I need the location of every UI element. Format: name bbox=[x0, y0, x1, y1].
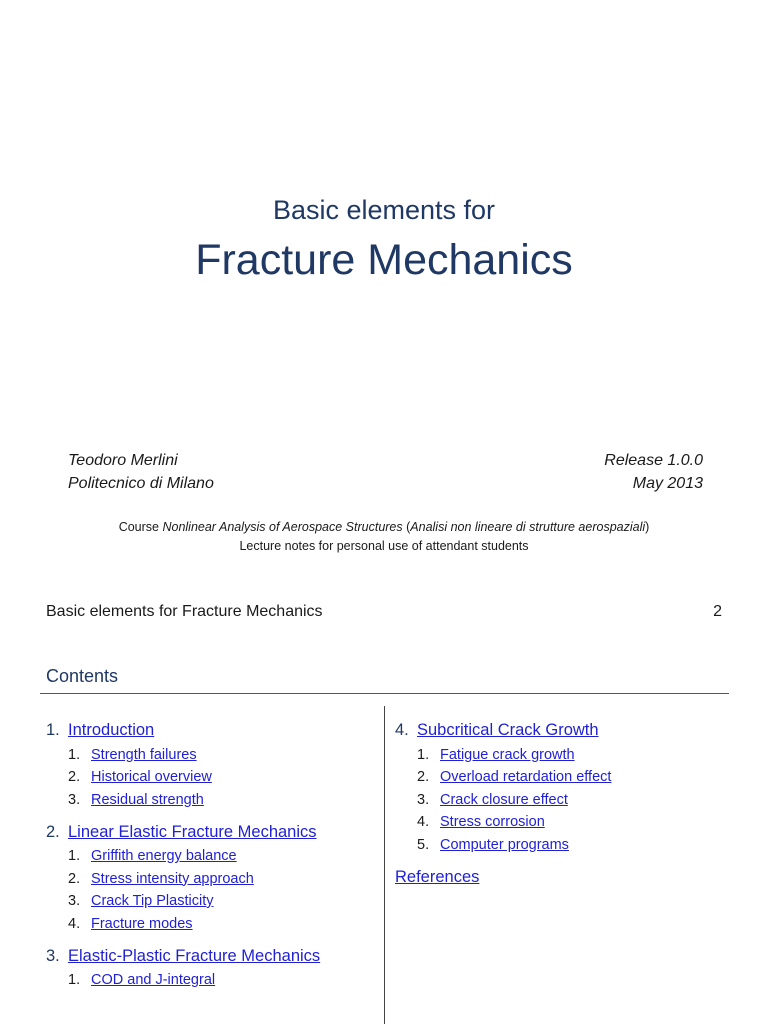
toc-section: 4. Subcritical Crack Growth bbox=[395, 721, 599, 739]
toc-subsection: 3. Residual strength bbox=[68, 791, 204, 808]
toc-link-crack-closure[interactable]: Crack closure effect bbox=[440, 791, 568, 808]
cover-title: Fracture Mechanics bbox=[195, 236, 573, 284]
toc-right-column bbox=[395, 714, 611, 887]
toc-subsection: 1. Fatigue crack growth bbox=[417, 746, 575, 763]
toc-link-introduction[interactable]: Introduction bbox=[68, 721, 155, 739]
course-info bbox=[0, 518, 768, 556]
cover-subtitle: Basic elements for bbox=[272, 195, 496, 225]
contents-heading: Contents bbox=[46, 666, 119, 686]
contents-divider bbox=[40, 693, 729, 694]
course-note: Lecture notes for personal use of attendant students bbox=[239, 539, 529, 553]
toc-link-fatigue[interactable]: Fatigue crack growth bbox=[440, 746, 575, 763]
page-number: 2 bbox=[713, 603, 722, 620]
toc-left-column bbox=[46, 714, 320, 988]
course-line: Course Nonlinear Analysis of Aerospace Structures (Analisi non lineare di strutture aerospaziali) bbox=[118, 520, 650, 534]
toc-subsection: 2. Historical overview bbox=[68, 769, 212, 785]
toc-subsection: 3. Crack closure effect bbox=[417, 791, 568, 808]
toc-link-epfm[interactable]: Elastic-Plastic Fracture Mechanics bbox=[68, 946, 321, 965]
toc-references bbox=[395, 861, 611, 887]
author-name: Teodoro Merlini bbox=[68, 452, 178, 469]
toc-section: 1. Introduction bbox=[46, 721, 155, 739]
toc-subsection: 1. Griffith energy balance bbox=[68, 848, 237, 864]
toc-link-cod-j-integral[interactable]: COD and J-integral bbox=[91, 972, 216, 988]
toc-subsection: 2. Overload retardation effect bbox=[417, 769, 612, 785]
toc-link-stress-intensity[interactable]: Stress intensity approach bbox=[91, 870, 254, 887]
header-title: Basic elements for Fracture Mechanics bbox=[46, 603, 323, 620]
toc-subsection: 5. Computer programs bbox=[417, 836, 569, 853]
toc-subsection: 2. Stress intensity approach bbox=[68, 870, 254, 887]
toc-subsection: 3. Crack Tip Plasticity bbox=[68, 893, 214, 909]
release-date: May 2013 bbox=[632, 475, 703, 492]
toc-subsection: 1. Strength failures bbox=[68, 746, 197, 763]
column-divider bbox=[384, 706, 385, 1024]
course-name: Nonlinear Analysis of Aerospace Structures bbox=[162, 520, 403, 534]
toc-section: 3. Elastic-Plastic Fracture Mechanics bbox=[46, 946, 321, 965]
toc-link-subcritical[interactable]: Subcritical Crack Growth bbox=[417, 721, 599, 739]
author-affiliation: Politecnico di Milano bbox=[68, 475, 214, 492]
course-name-italian: Analisi non lineare di strutture aerospaziali bbox=[410, 520, 646, 534]
toc-subsection: 4. Fracture modes bbox=[68, 915, 193, 932]
author-block bbox=[68, 449, 214, 495]
toc-link-overload[interactable]: Overload retardation effect bbox=[440, 769, 612, 785]
toc-link-historical-overview[interactable]: Historical overview bbox=[91, 769, 212, 785]
toc-link-lefm[interactable]: Linear Elastic Fracture Mechanics bbox=[68, 822, 317, 841]
toc-subsection: 1. COD and J-integral bbox=[68, 972, 216, 988]
toc-link-stress-corrosion[interactable]: Stress corrosion bbox=[440, 814, 545, 830]
page-header bbox=[46, 603, 722, 621]
toc-link-residual-strength[interactable]: Residual strength bbox=[91, 791, 204, 808]
toc-link-griffith[interactable]: Griffith energy balance bbox=[91, 848, 237, 864]
toc-section: 2. Linear Elastic Fracture Mechanics bbox=[46, 822, 317, 841]
release-version: Release 1.0.0 bbox=[604, 452, 703, 469]
toc-link-references[interactable]: References bbox=[395, 867, 480, 886]
toc-link-crack-tip-plasticity[interactable]: Crack Tip Plasticity bbox=[91, 893, 214, 909]
toc-link-strength-failures[interactable]: Strength failures bbox=[91, 746, 197, 763]
release-block bbox=[604, 449, 703, 495]
toc-link-fracture-modes[interactable]: Fracture modes bbox=[91, 915, 193, 932]
toc-subsection: 4. Stress corrosion bbox=[417, 814, 545, 830]
toc-link-computer-programs[interactable]: Computer programs bbox=[440, 836, 569, 853]
